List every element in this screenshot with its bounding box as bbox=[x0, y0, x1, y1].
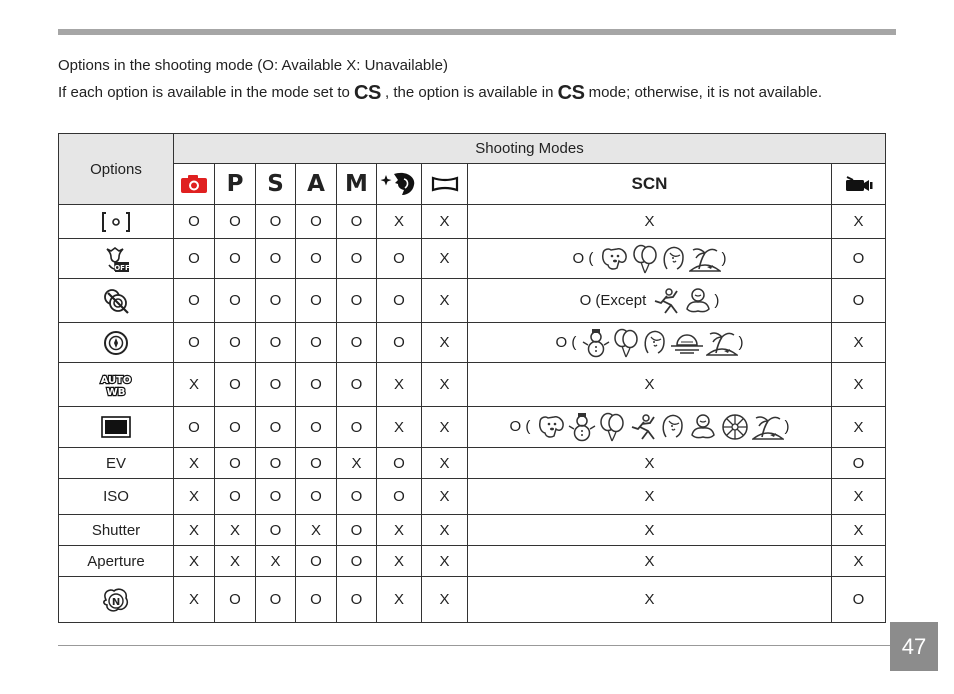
mode-label-m: M bbox=[345, 171, 368, 197]
metering-icon bbox=[59, 210, 173, 234]
options-header: Options bbox=[59, 134, 174, 205]
table-row bbox=[59, 407, 886, 448]
face-beauty-icon-graphic bbox=[380, 171, 418, 197]
option-cell bbox=[59, 407, 174, 448]
panorama-icon-graphic bbox=[431, 176, 459, 192]
scn-prefix: X bbox=[644, 552, 655, 570]
auto-wb-icon bbox=[59, 372, 173, 398]
movie-availability-cell: X bbox=[832, 205, 886, 239]
availability-cell: O bbox=[296, 363, 337, 407]
continuous-shot-icon bbox=[59, 287, 173, 315]
availability-cell: X bbox=[422, 363, 468, 407]
availability-cell: O bbox=[256, 363, 296, 407]
color-effect-icon bbox=[59, 586, 173, 614]
table-row bbox=[59, 363, 886, 407]
availability-cell: X bbox=[422, 577, 468, 623]
sunset-icon-graphic bbox=[670, 332, 704, 354]
intro-text bbox=[58, 57, 888, 111]
availability-cell: X bbox=[377, 577, 422, 623]
dog-icon-graphic bbox=[599, 246, 629, 272]
snowman-icon bbox=[582, 328, 610, 358]
availability-cell: X bbox=[422, 515, 468, 546]
movie-availability-cell: X bbox=[832, 546, 886, 577]
availability-cell: O bbox=[296, 279, 337, 323]
portrait-icon bbox=[642, 329, 668, 357]
availability-cell: X bbox=[422, 448, 468, 479]
availability-cell: X bbox=[215, 546, 256, 577]
mode-m bbox=[337, 164, 377, 205]
availability-cell: O bbox=[215, 407, 256, 448]
portrait-icon bbox=[661, 245, 687, 273]
fireworks-icon-graphic bbox=[720, 412, 750, 442]
availability-cell: O bbox=[256, 448, 296, 479]
availability-cell: O bbox=[337, 363, 377, 407]
availability-cell: O bbox=[296, 239, 337, 279]
scn-prefix: O ( bbox=[572, 249, 594, 267]
table-row bbox=[59, 515, 886, 546]
mode-p bbox=[215, 164, 256, 205]
mode-movie bbox=[832, 164, 886, 205]
svg-text:OFF: OFF bbox=[114, 263, 130, 272]
availability-cell: X bbox=[422, 279, 468, 323]
availability-cell: O bbox=[337, 279, 377, 323]
beach-icon-graphic bbox=[689, 245, 721, 273]
availability-cell: X bbox=[377, 363, 422, 407]
availability-cell: O bbox=[174, 323, 215, 363]
availability-cell: O bbox=[377, 279, 422, 323]
scn-availability-cell bbox=[468, 515, 832, 546]
mode-label-p: P bbox=[226, 171, 244, 197]
availability-cell: O bbox=[256, 515, 296, 546]
availability-cell: O bbox=[256, 479, 296, 515]
availability-cell: O bbox=[215, 479, 256, 515]
movie-camera-icon-graphic bbox=[845, 176, 873, 192]
availability-cell: O bbox=[296, 479, 337, 515]
color-effect-icon-graphic bbox=[100, 586, 132, 614]
snowman-icon bbox=[568, 412, 596, 442]
snowman-icon-graphic bbox=[582, 328, 610, 358]
panorama-icon bbox=[422, 176, 467, 192]
svg-text:N: N bbox=[111, 596, 121, 608]
timer-icon bbox=[59, 329, 173, 357]
availability-cell: X bbox=[174, 363, 215, 407]
mode-panorama bbox=[422, 164, 468, 205]
option-cell: ISO bbox=[59, 479, 174, 515]
availability-cell: X bbox=[422, 323, 468, 363]
dog-icon bbox=[599, 246, 629, 272]
availability-cell: X bbox=[174, 448, 215, 479]
top-rule bbox=[58, 29, 896, 35]
svg-text:AUTO: AUTO bbox=[100, 374, 132, 386]
option-cell: EV bbox=[59, 448, 174, 479]
movie-camera-icon bbox=[832, 176, 885, 192]
table-row bbox=[59, 448, 886, 479]
availability-cell: X bbox=[422, 239, 468, 279]
availability-cell: O bbox=[256, 407, 296, 448]
scn-prefix: O (Except bbox=[579, 291, 647, 309]
table-row bbox=[59, 279, 886, 323]
portrait-icon bbox=[660, 413, 686, 441]
baby-icon bbox=[683, 287, 713, 315]
fireworks-icon bbox=[720, 412, 750, 442]
availability-cell: O bbox=[337, 515, 377, 546]
availability-cell: X bbox=[422, 546, 468, 577]
shooting-modes-table bbox=[58, 133, 886, 623]
scn-availability-cell bbox=[468, 448, 832, 479]
face-beauty-icon bbox=[377, 171, 421, 197]
table-row bbox=[59, 479, 886, 515]
balloon-icon bbox=[631, 244, 659, 274]
movie-availability-cell: O bbox=[832, 448, 886, 479]
option-cell bbox=[59, 239, 174, 279]
balloon-icon bbox=[612, 328, 640, 358]
availability-cell: O bbox=[174, 279, 215, 323]
movie-availability-cell: X bbox=[832, 363, 886, 407]
continuous-shot-icon-graphic bbox=[102, 287, 130, 315]
scn-suffix: ) bbox=[721, 249, 727, 267]
table-row bbox=[59, 239, 886, 279]
mode-s bbox=[256, 164, 296, 205]
beach-icon bbox=[752, 413, 784, 441]
scn-suffix: ) bbox=[714, 291, 720, 309]
metering-icon-graphic bbox=[100, 210, 132, 234]
availability-cell: O bbox=[337, 323, 377, 363]
balloon-icon-graphic bbox=[612, 328, 640, 358]
availability-cell: O bbox=[256, 323, 296, 363]
availability-cell: X bbox=[215, 515, 256, 546]
auto-wb-icon-graphic bbox=[98, 372, 134, 398]
availability-cell: O bbox=[174, 205, 215, 239]
availability-cell: O bbox=[215, 205, 256, 239]
availability-cell: O bbox=[215, 239, 256, 279]
mode-icons-row bbox=[59, 164, 886, 205]
scn-suffix: ) bbox=[784, 417, 790, 435]
availability-cell: O bbox=[256, 279, 296, 323]
option-cell bbox=[59, 323, 174, 363]
scn-prefix: O ( bbox=[509, 417, 531, 435]
sports-icon bbox=[651, 287, 681, 315]
bottom-rule bbox=[58, 645, 890, 646]
availability-cell: O bbox=[296, 323, 337, 363]
mode-auto bbox=[174, 164, 215, 205]
scn-prefix: X bbox=[644, 488, 655, 505]
scn-prefix: X bbox=[644, 521, 655, 539]
availability-cell: X bbox=[174, 577, 215, 623]
timer-icon-graphic bbox=[102, 329, 130, 357]
availability-cell: X bbox=[256, 546, 296, 577]
availability-cell: O bbox=[174, 239, 215, 279]
svg-text:WB: WB bbox=[106, 386, 126, 398]
movie-availability-cell: X bbox=[832, 515, 886, 546]
availability-cell: O bbox=[337, 546, 377, 577]
image-size-icon-graphic bbox=[101, 415, 131, 439]
movie-availability-cell: O bbox=[832, 577, 886, 623]
table-row bbox=[59, 323, 886, 363]
availability-cell: O bbox=[215, 279, 256, 323]
scn-availability-cell bbox=[468, 577, 832, 623]
baby-icon-graphic bbox=[688, 413, 718, 441]
availability-cell: X bbox=[377, 515, 422, 546]
movie-availability-cell: X bbox=[832, 407, 886, 448]
availability-cell: O bbox=[215, 323, 256, 363]
availability-cell: X bbox=[174, 546, 215, 577]
option-cell bbox=[59, 279, 174, 323]
cs-note: If each option is available in the mode set to CS , the option is available in CS mode; otherwise, it is not available. bbox=[58, 82, 823, 104]
availability-cell: O bbox=[215, 448, 256, 479]
option-cell bbox=[59, 205, 174, 239]
availability-cell: O bbox=[337, 205, 377, 239]
scn-prefix: X bbox=[644, 376, 655, 393]
mode-label-s: S bbox=[267, 171, 284, 197]
availability-cell: X bbox=[337, 448, 377, 479]
availability-cell: O bbox=[256, 205, 296, 239]
availability-cell: X bbox=[377, 546, 422, 577]
scn-availability-cell bbox=[468, 239, 832, 279]
balloon-icon bbox=[598, 412, 626, 442]
availability-cell: X bbox=[174, 515, 215, 546]
movie-availability-cell: X bbox=[832, 479, 886, 515]
beach-icon bbox=[689, 245, 721, 273]
dog-icon bbox=[536, 414, 566, 440]
sunset-icon bbox=[670, 332, 704, 354]
table-row bbox=[59, 546, 886, 577]
mode-scn bbox=[468, 164, 832, 205]
macro-off-icon bbox=[59, 245, 173, 273]
scn-availability-cell bbox=[468, 546, 832, 577]
beach-icon-graphic bbox=[752, 413, 784, 441]
red-camera-icon bbox=[174, 174, 214, 194]
availability-cell: O bbox=[377, 239, 422, 279]
dog-icon-graphic bbox=[536, 414, 566, 440]
scn-prefix: X bbox=[644, 213, 655, 230]
sports-icon bbox=[628, 413, 658, 441]
availability-cell: X bbox=[296, 515, 337, 546]
availability-cell: O bbox=[296, 407, 337, 448]
cs-mode-icon: CS bbox=[557, 82, 585, 104]
portrait-icon-graphic bbox=[661, 245, 687, 273]
baby-icon bbox=[688, 413, 718, 441]
option-cell bbox=[59, 577, 174, 623]
portrait-icon-graphic bbox=[642, 329, 668, 357]
movie-availability-cell: X bbox=[832, 323, 886, 363]
availability-cell: O bbox=[296, 448, 337, 479]
option-cell: Aperture bbox=[59, 546, 174, 577]
scn-availability-cell bbox=[468, 323, 832, 363]
portrait-icon-graphic bbox=[660, 413, 686, 441]
availability-cell: O bbox=[337, 407, 377, 448]
scn-suffix: ) bbox=[738, 333, 744, 351]
scn-availability-cell bbox=[468, 363, 832, 407]
mode-label-scn: SCN bbox=[631, 174, 668, 193]
shooting-modes-header: Shooting Modes bbox=[174, 134, 886, 164]
mode-face-beauty bbox=[377, 164, 422, 205]
availability-cell: X bbox=[422, 479, 468, 515]
table-row bbox=[59, 577, 886, 623]
availability-cell: O bbox=[215, 363, 256, 407]
availability-cell: O bbox=[296, 205, 337, 239]
image-size-icon bbox=[59, 415, 173, 439]
availability-cell: X bbox=[377, 407, 422, 448]
availability-cell: O bbox=[337, 239, 377, 279]
scn-prefix: O ( bbox=[555, 333, 577, 351]
page-number: 47 bbox=[890, 622, 938, 671]
availability-cell: O bbox=[296, 577, 337, 623]
sports-icon-graphic bbox=[651, 287, 681, 315]
scn-availability-cell bbox=[468, 279, 832, 323]
scn-prefix: X bbox=[644, 591, 655, 608]
sports-icon-graphic bbox=[628, 413, 658, 441]
snowman-icon-graphic bbox=[568, 412, 596, 442]
legend-line: Options in the shooting mode (O: Available X: Unavailable) bbox=[58, 57, 448, 74]
table-row bbox=[59, 205, 886, 239]
availability-cell: X bbox=[422, 407, 468, 448]
availability-cell: O bbox=[296, 546, 337, 577]
scn-availability-cell bbox=[468, 479, 832, 515]
baby-icon-graphic bbox=[683, 287, 713, 315]
red-camera-icon-graphic bbox=[180, 174, 208, 194]
availability-cell: O bbox=[377, 479, 422, 515]
scn-availability-cell bbox=[468, 407, 832, 448]
cs-mode-icon: CS bbox=[354, 82, 381, 104]
availability-cell: O bbox=[256, 577, 296, 623]
availability-cell: X bbox=[377, 205, 422, 239]
macro-off-icon-graphic bbox=[102, 245, 130, 273]
mode-label-a: A bbox=[307, 171, 325, 197]
availability-cell: X bbox=[422, 205, 468, 239]
movie-availability-cell: O bbox=[832, 239, 886, 279]
balloon-icon-graphic bbox=[631, 244, 659, 274]
scn-availability-cell bbox=[468, 205, 832, 239]
movie-availability-cell: O bbox=[832, 279, 886, 323]
availability-cell: O bbox=[377, 448, 422, 479]
beach-icon-graphic bbox=[706, 329, 738, 357]
availability-cell: O bbox=[215, 577, 256, 623]
availability-cell: O bbox=[337, 479, 377, 515]
availability-cell: O bbox=[337, 577, 377, 623]
availability-cell: X bbox=[174, 479, 215, 515]
mode-a bbox=[296, 164, 337, 205]
availability-cell: O bbox=[377, 323, 422, 363]
beach-icon bbox=[706, 329, 738, 357]
balloon-icon-graphic bbox=[598, 412, 626, 442]
availability-cell: O bbox=[256, 239, 296, 279]
scn-prefix: X bbox=[644, 454, 655, 472]
option-cell: Shutter bbox=[59, 515, 174, 546]
option-cell bbox=[59, 363, 174, 407]
availability-cell: O bbox=[174, 407, 215, 448]
